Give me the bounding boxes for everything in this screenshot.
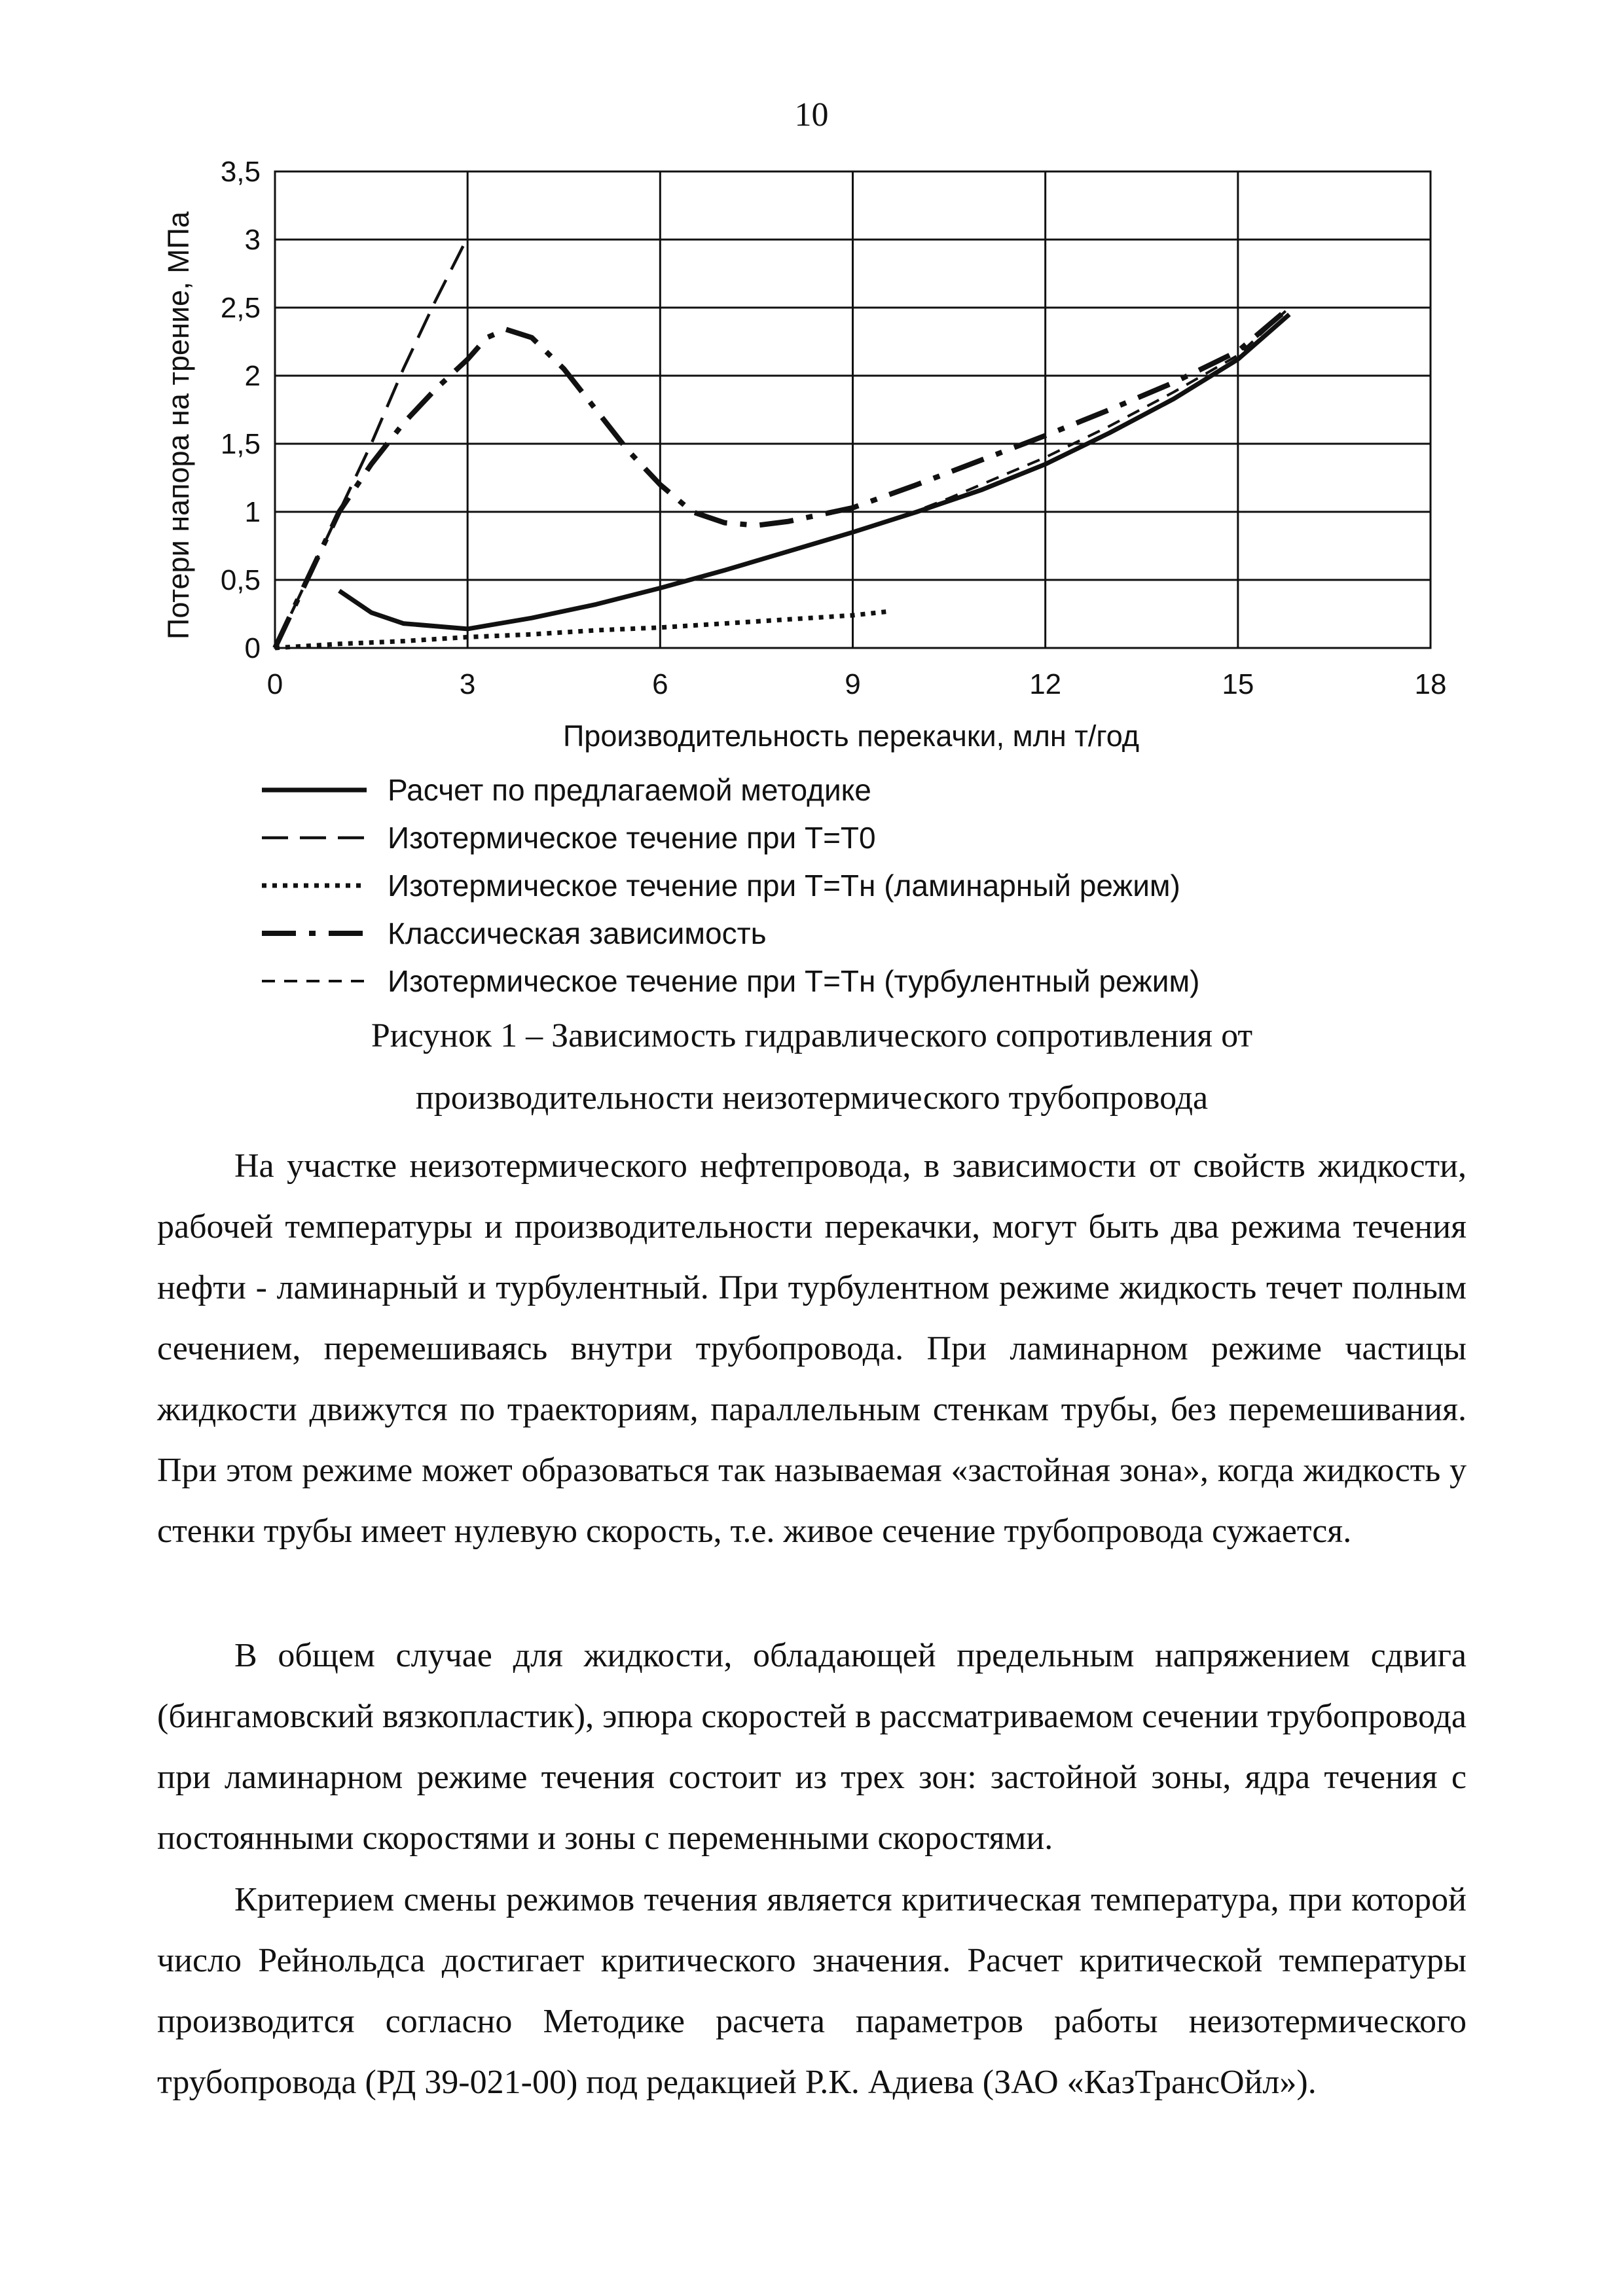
- y-tick-label: 0,5: [220, 564, 261, 596]
- y-tick-label: 3,5: [220, 156, 261, 188]
- x-tick-label: 15: [1222, 668, 1254, 700]
- chart-grid: [275, 171, 1431, 648]
- chart-series-group: [275, 243, 1289, 648]
- x-tick-label: 6: [652, 668, 668, 700]
- chart: [0, 0, 1623, 1021]
- x-tick-label: 9: [845, 668, 861, 700]
- x-tick-label: 3: [459, 668, 476, 700]
- x-tick-label: 18: [1414, 668, 1447, 700]
- paragraph-3: Критерием смены режимов течения является критическая температура, при которой число Рейнольдса достигает критического значения. Расчет критической температуры производится согласно Методике расчета параметров работы неизотермического трубопровода (РД 39-021-00) под редакцией Р.К. Адиева (ЗАО «КазТрансОйл»).: [157, 1881, 1467, 2101]
- y-tick-label: 2: [244, 360, 261, 392]
- paragraph-1: На участке неизотермического нефтепровода, в зависимости от свойств жидкости, рабочей температуры и производительности перекачки, могут быть два режима течения нефти - ламинарный и турбулентный. При турбулентном режиме жидкость течет полным сечением, перемешиваясь внутри трубопровода. При ламинарном режиме частицы жидкости движутся по траекториям, параллельным стенкам трубы, без перемешивания. При этом режиме может образоваться так называемая «застойная зона», когда жидкость у стенки трубы имеет нулевую скорость, т.е. живое сечение трубопровода сужается.: [157, 1147, 1467, 1550]
- legend-label-2: Изотермическое течение при Т=Т0: [388, 821, 876, 855]
- x-tick-label: 0: [266, 668, 283, 700]
- y-axis-title: Потери напора на трение, МПа: [162, 211, 195, 639]
- legend-label-4: Классическая зависимость: [388, 916, 767, 950]
- legend-label-3: Изотермическое течение при Т=Тн (ламинарный режим): [388, 869, 1180, 903]
- chart-legend: [262, 773, 1199, 998]
- page-number: 10: [794, 96, 829, 134]
- paragraph-2: В общем случае для жидкости, обладающей предельным напряжением сдвига (бингамовский вязкопластик), эпюра скоростей в рассматриваемом сечении трубопровода при ламинарном режиме течения состоит из трех зон: застойной зоны, ядра течения с постоянными скоростями и зоны с переменными скоростями.: [157, 1637, 1467, 1857]
- y-tick-label: 1: [244, 496, 261, 528]
- series-line-1: [339, 314, 1289, 629]
- series-line-3: [275, 611, 891, 648]
- y-tick-label: 0: [244, 632, 261, 664]
- x-axis-title: Производительность перекачки, млн т/год: [562, 719, 1140, 753]
- x-tick-label: 12: [1029, 668, 1062, 700]
- figure-caption-line-2: производительности неизотермического трубопровода: [415, 1079, 1209, 1117]
- series-line-5: [904, 308, 1289, 516]
- legend-label-1: Расчет по предлагаемой методике: [388, 773, 871, 807]
- y-tick-label: 3: [244, 224, 261, 256]
- y-tick-label: 2,5: [220, 292, 261, 324]
- y-tick-label: 1,5: [220, 428, 261, 460]
- legend-label-5: Изотермическое течение при Т=Тн (турбулентный режим): [388, 964, 1200, 998]
- series-line-4: [275, 308, 1289, 648]
- figure-caption-line-1: Рисунок 1 – Зависимость гидравлического сопротивления от: [371, 1017, 1253, 1054]
